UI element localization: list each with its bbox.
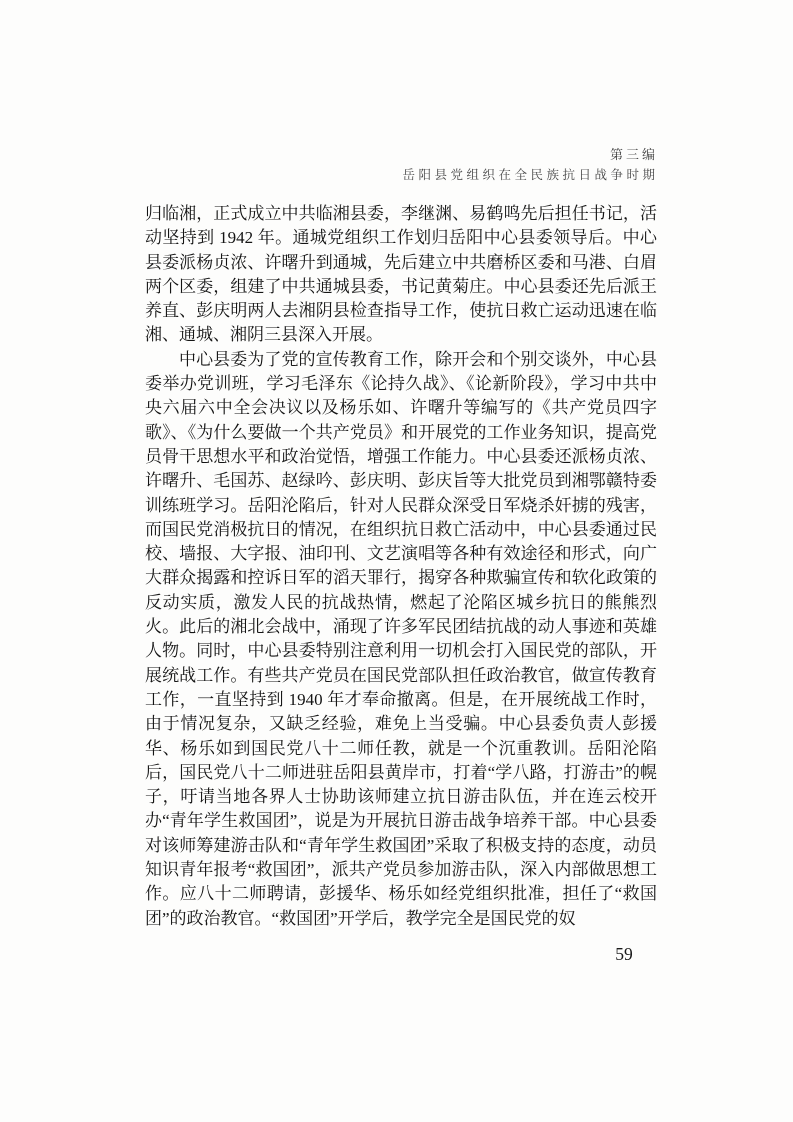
page-number: 59 — [615, 944, 633, 964]
body-paragraph-1: 归临湘，正式成立中共临湘县委，李继渊、易鹤鸣先后担任书记，活动坚持到 1942 年。通城党组织工作划归岳阳中心县委领导后。中心县委派杨贞浓、许曙升到通城，先后建立中共磨桥区委和马港、白眉两个区委，组建了中共通城县委，书记黄菊庄。中心县委还先后派王养直、彭庆明两人去湘阴县检查指导工作，使抗日救亡运动迅速在临湘、通城、湘阴三县深入开展。 — [145, 204, 657, 345]
body-text — [145, 202, 657, 931]
body-paragraph-2: 中心县委为了党的宣传教育工作，除开会和个别交谈外，中心县委举办党训班，学习毛泽东《论持久战》、《论新阶段》，学习中共中央六届六中全会决议以及杨乐如、许曙升等编写的《共产党员四字歌》、《为什么要做一个共产党员》和开展党的工作业务知识，提高党员骨干思想水平和政治觉悟，增强工作能力。中心县委还派杨贞浓、许曙升、毛国苏、赵绿吟、彭庆明、彭庆旨等大批党员到湘鄂赣特委训练班学习。岳阳沦陷后，针对人民群众深受日军烧杀奸掳的残害，而国民党消极抗日的情况，在组织抗日救亡活动中，中心县委通过民校、墙报、大字报、油印刊、文艺演唱等各种有效途径和形式，向广大群众揭露和控诉日军的滔天罪行，揭穿各种欺骗宣传和软化政策的反动实质，激发人民的抗战热情，燃起了沦陷区城乡抗日的熊熊烈火。此后的湘北会战中，涌现了许多军民团结抗战的动人事迹和英雄人物。同时，中心县委特别注意利用一切机会打入国民党的部队，开展统战工作。有些共产党员在国民党部队担任政治教官，做宣传教育工作，一直坚持到 1940 年才奉命撤离。但是，在开展统战工作时，由于情况复杂，又缺乏经验，难免上当受骗。中心县委负责人彭援华、杨乐如到国民党八十二师任教，就是一个沉重教训。岳阳沦陷后，国民党八十二师进驻岳阳县黄岸市，打着“学八路，打游击”的幌子，吁请当地各界人士协助该师建立抗日游击队伍，并在连云校开办“青年学生救国团”，说是为开展抗日游击战争培养干部。中心县委对该师筹建游击队和“青年学生救国团”采取了积极支持的态度，动员知识青年报考“救国团”，派共产党员参加游击队，深入内部做思想工作。应八十二师聘请，彭援华、杨乐如经党组织批准，担任了“救国团”的政治教官。“救国团”开学后，教学完全是国民党的奴 — [145, 349, 657, 928]
chapter-title: 岳阳县党组织在全民族抗日战争时期 — [402, 168, 659, 182]
running-header — [402, 147, 659, 183]
volume-label: 第三编 — [609, 147, 658, 162]
